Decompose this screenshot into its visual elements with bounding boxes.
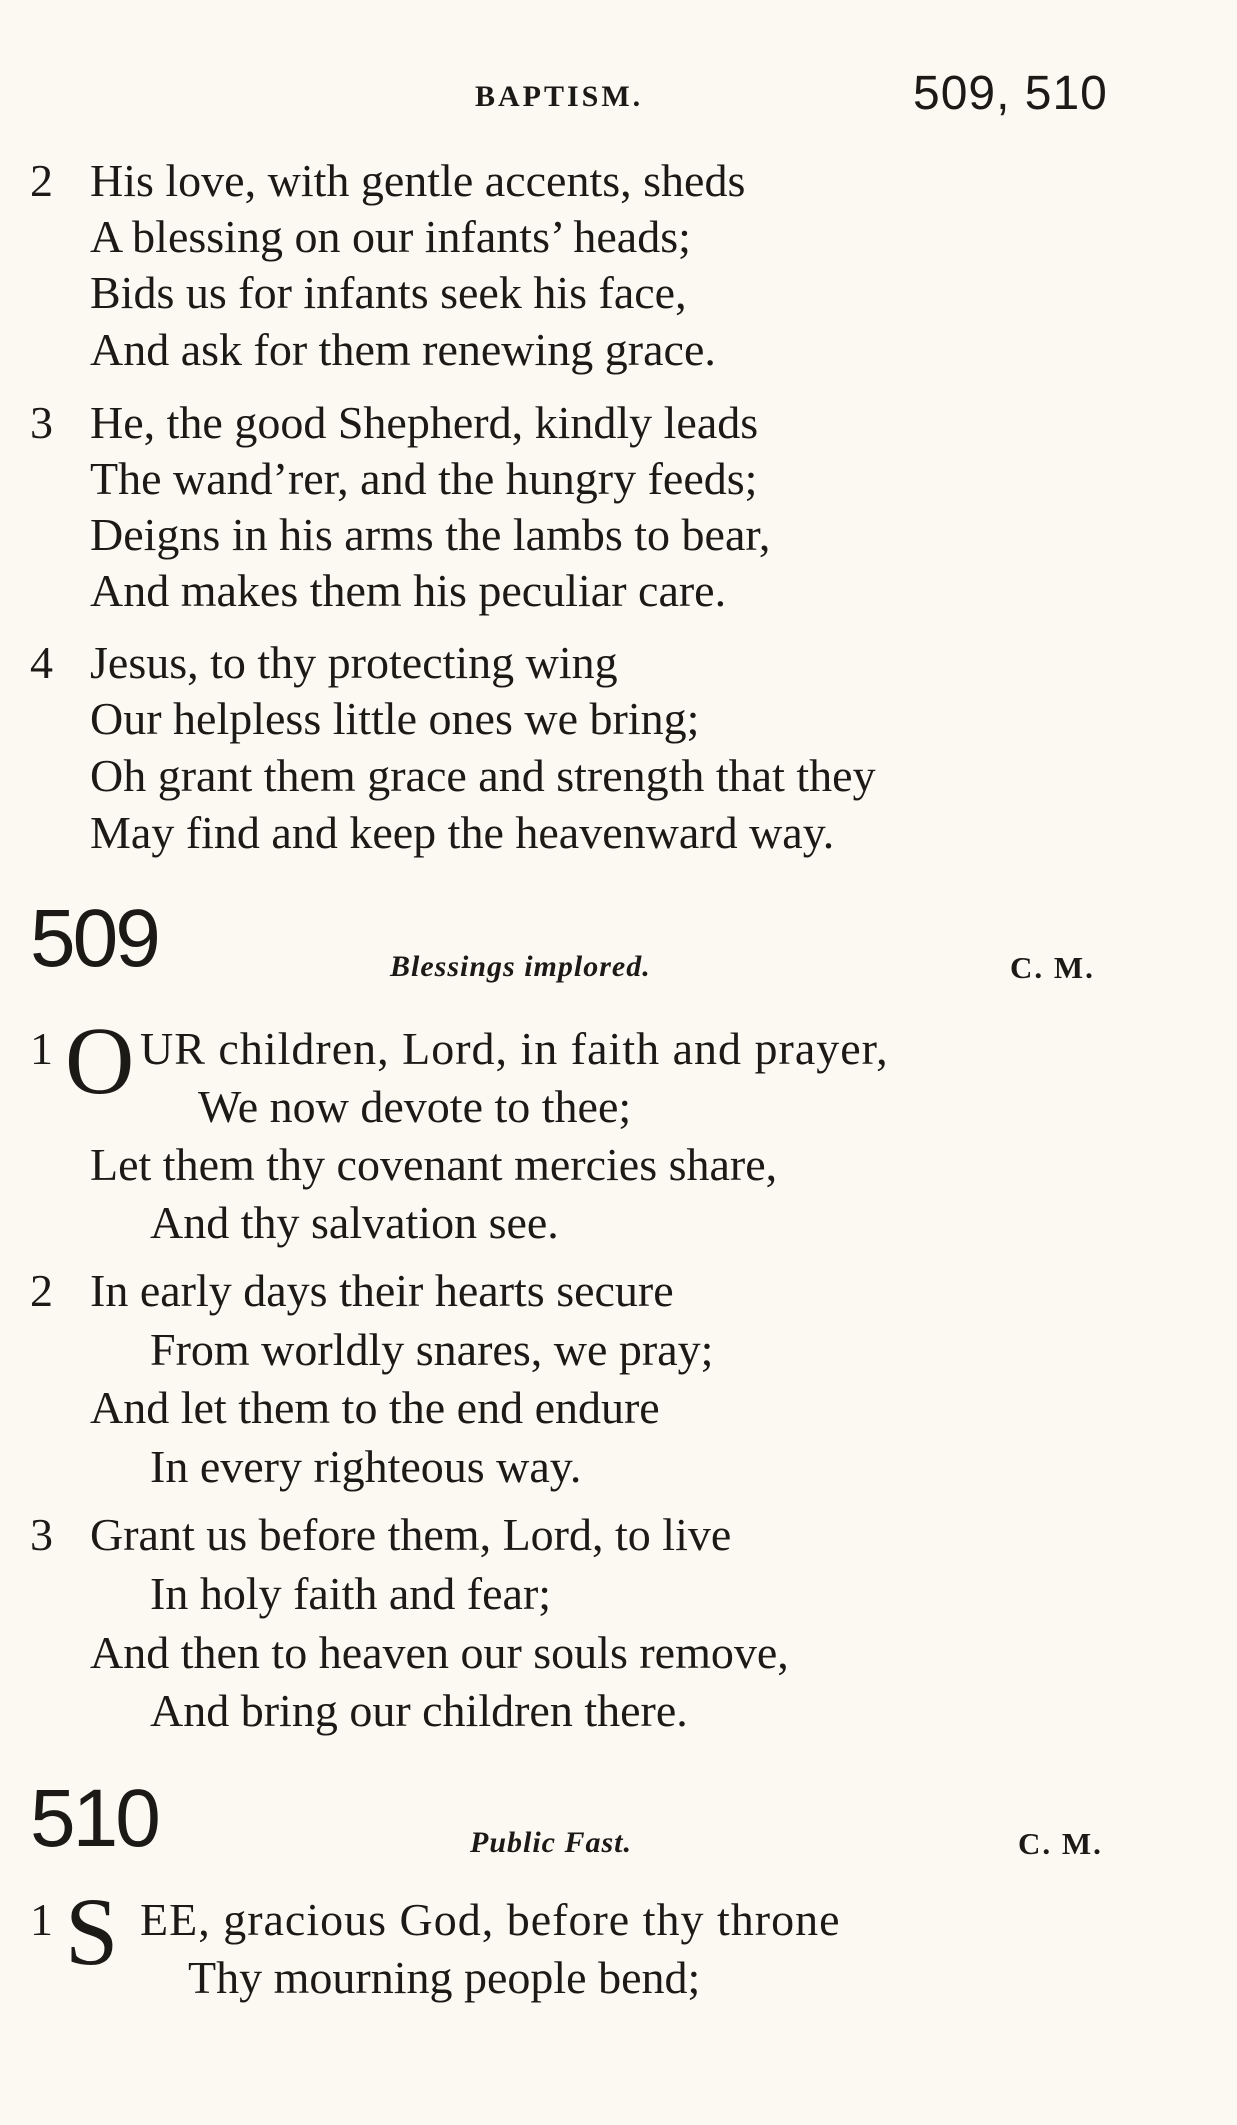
verse-line: EE, gracious God, before thy throne	[140, 1894, 841, 1945]
verse-line: And bring our children there.	[150, 1685, 688, 1736]
drop-cap: S	[65, 1878, 119, 1985]
verse-line: Deigns in his arms the lambs to bear,	[90, 509, 771, 560]
hymn-number: 509	[30, 893, 158, 984]
verse-line: Let them thy covenant mercies share,	[90, 1139, 778, 1190]
verse-line: And makes them his peculiar care.	[90, 565, 727, 616]
hymn-title: Public Fast.	[470, 1826, 633, 1859]
verse-line: The wand’rer, and the hungry feeds;	[90, 453, 758, 504]
hymn-title: Blessings implored.	[390, 950, 651, 983]
verse-line: May find and keep the heavenward way.	[90, 807, 835, 858]
verse-number: 4	[30, 637, 53, 688]
verse-number: 2	[30, 155, 53, 206]
verse-number: 1	[30, 1894, 53, 1945]
verse-line: We now devote to thee;	[198, 1081, 632, 1132]
verse-line: And then to heaven our souls remove,	[90, 1627, 789, 1678]
verse-line: In holy faith and fear;	[150, 1568, 552, 1619]
hymn-number: 510	[30, 1773, 158, 1864]
verse-line: And ask for them renewing grace.	[90, 324, 716, 375]
verse-line: In every righteous way.	[150, 1441, 582, 1492]
verse-line: Our helpless little ones we bring;	[90, 693, 700, 744]
running-header-numbers: 509, 510	[913, 67, 1108, 120]
verse-line: His love, with gentle accents, sheds	[90, 155, 746, 206]
drop-cap: O	[65, 1007, 135, 1114]
verse-line: Bids us for infants seek his face,	[90, 267, 687, 318]
verse-line: In early days their hearts secure	[90, 1265, 674, 1316]
verse-line: And let them to the end endure	[90, 1382, 660, 1433]
verse-line: Thy mourning people bend;	[188, 1952, 701, 2003]
hymn-meter: C. M.	[1010, 950, 1095, 985]
verse-line: A blessing on our infants’ heads;	[90, 211, 691, 262]
verse-line: Jesus, to thy protecting wing	[90, 637, 618, 688]
hymn-meter: C. M.	[1018, 1826, 1103, 1861]
verse-line: And thy salvation see.	[150, 1197, 559, 1248]
running-header-section: BAPTISM.	[475, 80, 644, 113]
verse-line: Oh grant them grace and strength that they	[90, 750, 876, 801]
verse-line: Grant us before them, Lord, to live	[90, 1509, 732, 1560]
verse-number: 3	[30, 1509, 53, 1560]
verse-line: He, the good Shepherd, kindly leads	[90, 397, 759, 448]
verse-number: 2	[30, 1265, 53, 1316]
verse-line: UR children, Lord, in faith and prayer,	[140, 1023, 889, 1074]
verse-line: From worldly snares, we pray;	[150, 1324, 714, 1375]
verse-number: 1	[30, 1023, 53, 1074]
verse-number: 3	[30, 397, 53, 448]
